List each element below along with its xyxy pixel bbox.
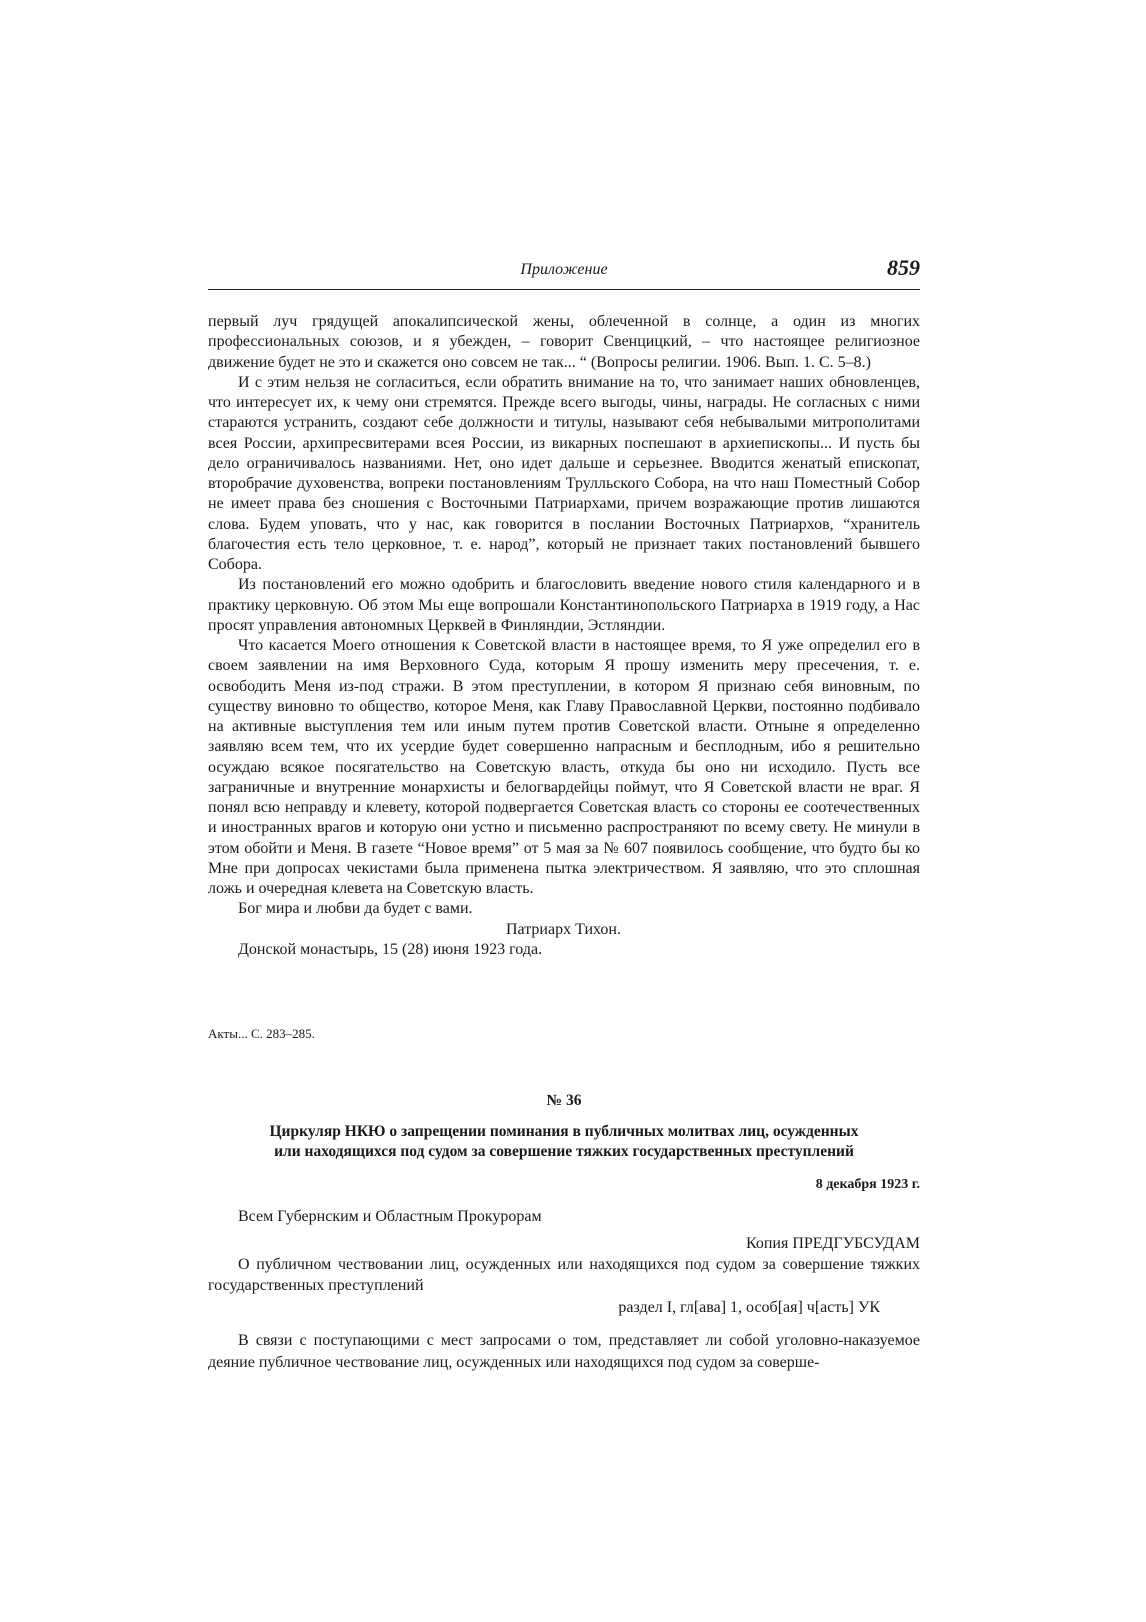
copy-line: Копия ПРЕДГУБСУДАМ: [745, 1235, 920, 1252]
blessing-line: Бог мира и любви да будет с вами.: [238, 900, 473, 918]
page-header: [208, 255, 920, 290]
document-title-line-2: или находящихся под судом за совершение тяжких государственных преступлений: [274, 1143, 854, 1160]
paragraph-3: Из постановлений его можно одобрить и благословить введение нового стиля календарного и в практику церковную. Об этом Мы еще вопрошали Константинопольского Патриарха в 1919 году, а Нас просят управления автономных Церквей в Финляндии, Эстляндии.: [208, 576, 920, 634]
signature: Патриарх Тихон.: [506, 920, 621, 938]
subject: О публичном чествовании лиц, осужденных или находящихся под судом за совершение тяжких государственных преступлений: [208, 1256, 920, 1294]
document-title-line-1: Циркуляр НКЮ о запрещении поминания в публичных молитвах лиц, осужденных: [269, 1123, 859, 1140]
circular-text: В связи с поступающими с мест запросами о том, представляет ли собой уголовно-наказуемое деяние публичное чествование лиц, осужденных или находящихся под судом за соверше-: [208, 1332, 920, 1371]
paragraph-4: Что касается Моего отношения к Советской власти в настоящее время, то Я уже определил его в своем заявлении на имя Верховного Суда, которым Я прошу изменить меру пресечения, т. е. освободить Меня из-под стражи. В этом преступлении, в котором Я признаю себя виновным, по существу виновно то общество, которое Меня, как Главу Православной Церкви, постоянно подбивало на активные выступления тем или иным путем против Советской власти. Отныне я определенно заявляю всем тем, что их усердие будет совершенно напрасным и бесплодным, ибо я решительно осуждаю всякое посягательство на Советскую власть, откуда бы оно ни исходило. Пусть все заграничные и внутренние монархисты и белогвардейцы поймут, что Я Советской власти не враг. Я понял всю неправду и клевету, которой подвергается Советская власть со стороны ее соотечественных и иностранных врагов и которую они устно и письменно распространяют по всему свету. Не минули в этом обойти и Меня. В газете “Новое время” от 5 мая за № 607 появилось сообщение, что будто бы ко Мне при допросах чекистами была применена пытка электричеством. Я заявляю, что это сплошная ложь и очередная клевета на Советскую власть.: [208, 637, 920, 897]
running-title: Приложение: [520, 261, 608, 278]
page-number: 859: [887, 255, 920, 280]
document-number: № 36: [546, 1092, 582, 1109]
body-text: [208, 312, 920, 960]
paragraph-1: первый луч грядущей апокалипсической жены, облеченной в солнце, а один из многих профессиональных союзов, и я убежден, – говорит Свенцицкий, – что настоящее религиозное движение будет не это и скажется оно совсем не так... “ (Вопросы религии. 1906. Вып. 1. С. 5–8.): [208, 313, 920, 371]
source-note: Акты... С. 283–285.: [208, 1026, 315, 1041]
document-date: 8 декабря 1923 г.: [815, 1177, 920, 1192]
addressee: Всем Губернским и Областным Прокурорам: [238, 1208, 542, 1225]
section-reference: раздел I, гл[ава] 1, особ[ая] ч[асть] УК: [618, 1299, 880, 1316]
document-title: [208, 1122, 920, 1162]
place-date: Донской монастырь, 15 (28) июня 1923 года.: [238, 940, 543, 958]
paragraph-2: И с этим нельзя не согласиться, если обратить внимание на то, что занимает наших обновленцев, что интересует их, к чему они стремятся. Прежде всего выгоды, чины, награды. Не согласных с ними стараются устранить, создают себе должности и титулы, называют себя небывалыми митрополитами всея России, архипресвитерами всея России, из викарных поспешают в архиепископы... И пусть бы дело ограничивалось названиями. Нет, оно идет дальше и серьезнее. Вводится женатый епископат, второбрачие духовенства, вопреки постановлениям Трулльского Собора, на что наш Поместный Собор не имеет права без сношения с Восточными Патриархами, причем возражающие против лишаются слова. Будем уповать, что у нас, как говорится в послании Восточных Патриархов, “хранитель благочестия есть тело церковное, т. е. народ”, который не признает таких постановлений бывшего Собора.: [208, 373, 920, 573]
